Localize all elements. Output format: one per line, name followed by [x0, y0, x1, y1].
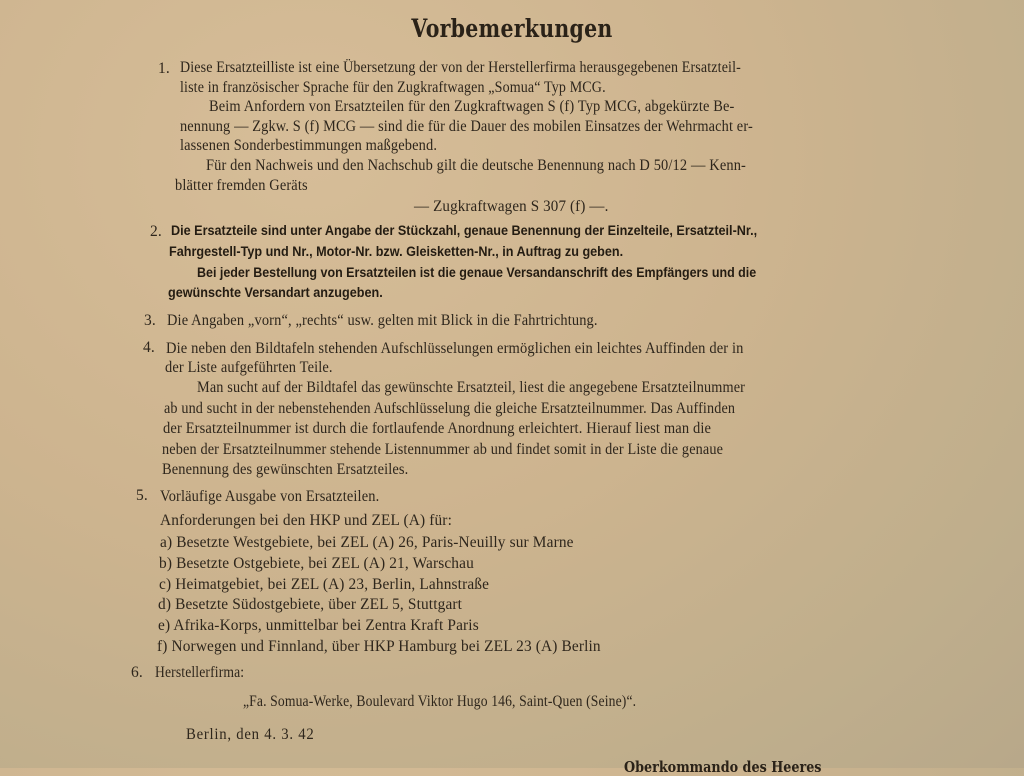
section-3-number: 3. [144, 312, 156, 329]
section-5-number: 5. [136, 487, 148, 504]
section-4-line: der Liste aufgeführten Teile. [165, 359, 333, 376]
section-4-line: der Ersatzteilnummer ist durch die fortlaufende Anordnung erleichtert. Hierauf liest man die [163, 420, 712, 437]
section-4-line: Die neben den Bildtafeln stehenden Aufschlüsselungen ermöglichen ein leichtes Auffinden der in [166, 340, 744, 357]
section-5-item-f: f) Norwegen und Finnland, über HKP Hamburg bei ZEL 23 (A) Berlin [157, 638, 601, 655]
section-4-line: neben der Ersatzteilnummer stehende Listennummer ab und findet somit in der Liste die genaue [162, 441, 724, 458]
section-6-heading: Herstellerfirma: [155, 664, 245, 681]
section-3-line: Die Angaben „vorn“, „rechts“ usw. gelten mit Blick in die Fahrtrichtung. [167, 312, 598, 329]
section-5-item-c: c) Heimatgebiet, bei ZEL (A) 23, Berlin, Lahnstraße [159, 576, 490, 593]
section-2-line: Fahrgestell-Typ und Nr., Motor-Nr. bzw. Gleisketten-Nr., in Auftrag zu geben. [169, 244, 624, 260]
section-5-heading: Vorläufige Ausgabe von Ersatzteilen. [160, 488, 380, 505]
section-5-item-a: a) Besetzte Westgebiete, bei ZEL (A) 26, Paris-Neuilly sur Marne [160, 534, 574, 551]
place-date: Berlin, den 4. 3. 42 [186, 726, 315, 743]
section-1-line: blätter fremden Geräts [175, 177, 308, 194]
section-1-designation: — Zugkraftwagen S 307 (f) —. [414, 198, 609, 215]
section-1-line: nennung — Zgkw. S (f) MCG — sind die für die Dauer des mobilen Einsatzes der Wehrmacht er- [180, 118, 753, 135]
section-2-number: 2. [150, 223, 162, 240]
section-2-line: gewünschte Versandart anzugeben. [168, 285, 383, 301]
section-1-line: Für den Nachweis und den Nachschub gilt die deutsche Benennung nach D 50/12 — Kenn- [206, 157, 747, 174]
section-4-line: ab und sucht in der nebenstehenden Aufschlüsselung die gleiche Ersatzteilnummer. Das Auffinden [164, 400, 736, 417]
section-1-line: liste in französischer Sprache für den Zugkraftwagen „Somua“ Typ MCG. [180, 79, 606, 96]
section-2-line: Die Ersatzteile sind unter Angabe der Stückzahl, genaue Benennung der Einzelteile, Ersatzteil-Nr., [171, 223, 758, 239]
section-4-number: 4. [143, 339, 155, 356]
signature-partial: Oberkommando des Heeres [624, 758, 822, 776]
section-5-line: Anforderungen bei den HKP und ZEL (A) für: [160, 512, 452, 529]
section-1-line: Beim Anfordern von Ersatzteilen für den Zugkraftwagen S (f) Typ MCG, abgekürzte Be- [209, 98, 735, 115]
section-5-item-d: d) Besetzte Südostgebiete, über ZEL 5, Stuttgart [158, 596, 463, 613]
section-6-number: 6. [131, 664, 143, 681]
section-5-item-e: e) Afrika-Korps, unmittelbar bei Zentra Kraft Paris [158, 617, 479, 634]
section-1-line: Diese Ersatzteilliste ist eine Übersetzung der von der Herstellerfirma herausgegebenen Ersatzteil- [180, 59, 741, 76]
section-2-line: Bei jeder Bestellung von Ersatzteilen ist die genaue Versandanschrift des Empfängers und die [197, 265, 757, 281]
section-1-line: lassenen Sonderbestimmungen maßgebend. [180, 137, 438, 154]
section-4-line: Man sucht auf der Bildtafel das gewünschte Ersatzteil, liest die angegebene Ersatzteilnummer [197, 379, 746, 396]
section-5-item-b: b) Besetzte Ostgebiete, bei ZEL (A) 21, Warschau [159, 555, 474, 572]
manufacturer-address: „Fa. Somua-Werke, Boulevard Viktor Hugo 146, Saint-Quen (Seine)“. [243, 693, 637, 710]
page-title: Vorbemerkungen [411, 14, 613, 43]
section-1-number: 1. [158, 60, 170, 77]
section-4-line: Benennung des gewünschten Ersatzteiles. [162, 461, 409, 478]
